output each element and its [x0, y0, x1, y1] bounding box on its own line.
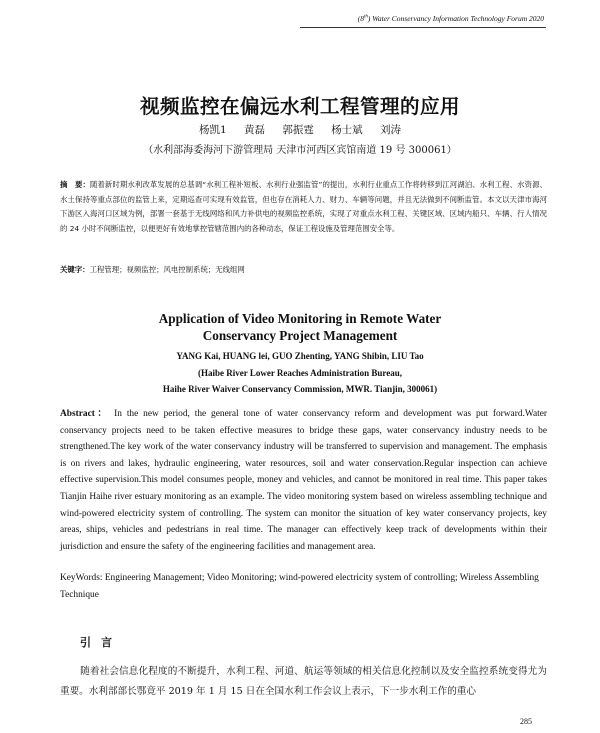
- keywords-en: [60, 570, 547, 603]
- affiliation-en-line2: Haihe River Waiver Conservancy Commission, MWR. Tianjin, 300061): [162, 384, 438, 394]
- author-block-en: [0, 348, 600, 398]
- section-heading-intro: 引言: [80, 636, 122, 649]
- keywords-text-zh: 工程管理；视频监控；风电控制系统；无线组网: [89, 265, 245, 274]
- paper-title-en: [0, 310, 600, 344]
- abstract-text-zh: 随着新时期水利改革发展的总基调“水利工程补短板、水利行业强监管”的提出，水利行业重点工作将转移到江河湖泊、水利工程、水资源、水土保持等重点部位的监管上来，定期巡查可实现有效监管，但也存在消耗人力、财力、车辆等问题，并且无法做到不间断监管。本文以天津市海河下游区入海河口区域为例，部署一套基于无线网络和风力补供电的视频监控系统，实现了对重点水利工程、关键区域、区域内船只、车辆、行人情况的 24 小时不间断监控，以便更好有效地掌控管辖范围内的各种动态，保证工程设施及管理范围安全等。: [60, 180, 547, 234]
- author-zh: 黄磊: [244, 124, 265, 136]
- abstract-label-en: Abstract：: [60, 409, 110, 419]
- abstract-text-en: In the new period, the general tone of water conservancy reform and development was put forward.Water conservancy projects need to be taken effective measures to bridge these gaps, water conservancy industry needs to be strengthened.The key work of the water conservancy industry will be transferred to supervision and management. The emphasis is on rivers and lakes, hydraulic engineering, water resources, soil and water conservation.Regular inspection can achieve effective supervision.This model consumes people, money and vehicles, and cannot be monitored in real time. This paper takes Tianjin Haihe river estuary monitoring as an example. The video monitoring system based on wireless assembling technique and wind-powered electricity system of controlling. The system can monitor the situation of key water conservancy projects, key areas, ships, vehicles and pedestrians in real time. The manager can effectively keep track of developments within their jurisdiction and ensure the safety of the engineering facilities and management area.: [60, 409, 548, 552]
- page-number: 285: [520, 717, 532, 726]
- intro-paragraph: [60, 662, 547, 702]
- header-rule: [300, 27, 546, 28]
- keywords-zh: [60, 264, 547, 275]
- header-text: Water Conservancy Information Technology Forum 2020: [372, 14, 544, 23]
- running-header: (8th) Water Conservancy Information Technology Forum 2020: [357, 14, 544, 23]
- title-en-line1: Application of Video Monitoring in Remote Water: [158, 311, 442, 326]
- affiliation-zh: （水利部海委海河下游管理局 天津市河西区宾馆南道 19 号 300061）: [143, 145, 457, 156]
- abstract-zh: [60, 178, 547, 237]
- intro-text: 随着社会信息化程度的不断提升，水利工程、河道、航运等领域的相关信息化控制以及安全监控系统变得尤为重要。水利部部长鄂竟平 2019 年 1 月 15 日在全国水利工作会议上表示，下一步水利工作的重心: [60, 666, 547, 697]
- header-edition: 8: [360, 14, 364, 23]
- author-zh: 郭振霆: [282, 124, 314, 136]
- author-zh: 杨凯1: [198, 124, 227, 136]
- authors-en: YANG Kai, HUANG lei, GUO Zhenting, YANG Shibin, LIU Tao: [176, 351, 424, 361]
- author-list-zh: [0, 122, 600, 137]
- keywords-label-en: KeyWords:: [60, 573, 103, 583]
- paper-title-zh: 视频监控在偏远水利工程管理的应用: [139, 95, 460, 118]
- header-edition-suffix: th: [364, 14, 368, 20]
- affiliation-en-line1: (Haibe River Lower Reaches Administration Bureau,: [198, 367, 402, 378]
- author-zh: 杨士斌: [331, 124, 363, 136]
- abstract-label-zh: 摘 要：: [60, 180, 90, 189]
- title-en-line2: Conservancy Project Management: [202, 328, 398, 343]
- author-zh: 刘涛: [380, 124, 402, 136]
- abstract-en: [60, 406, 547, 555]
- keywords-text-en: Engineering Management; Video Monitoring; wind-powered electricity system of controlling; Wireless Assembling Technique: [60, 573, 539, 600]
- keywords-label-zh: 关键字：: [60, 265, 90, 274]
